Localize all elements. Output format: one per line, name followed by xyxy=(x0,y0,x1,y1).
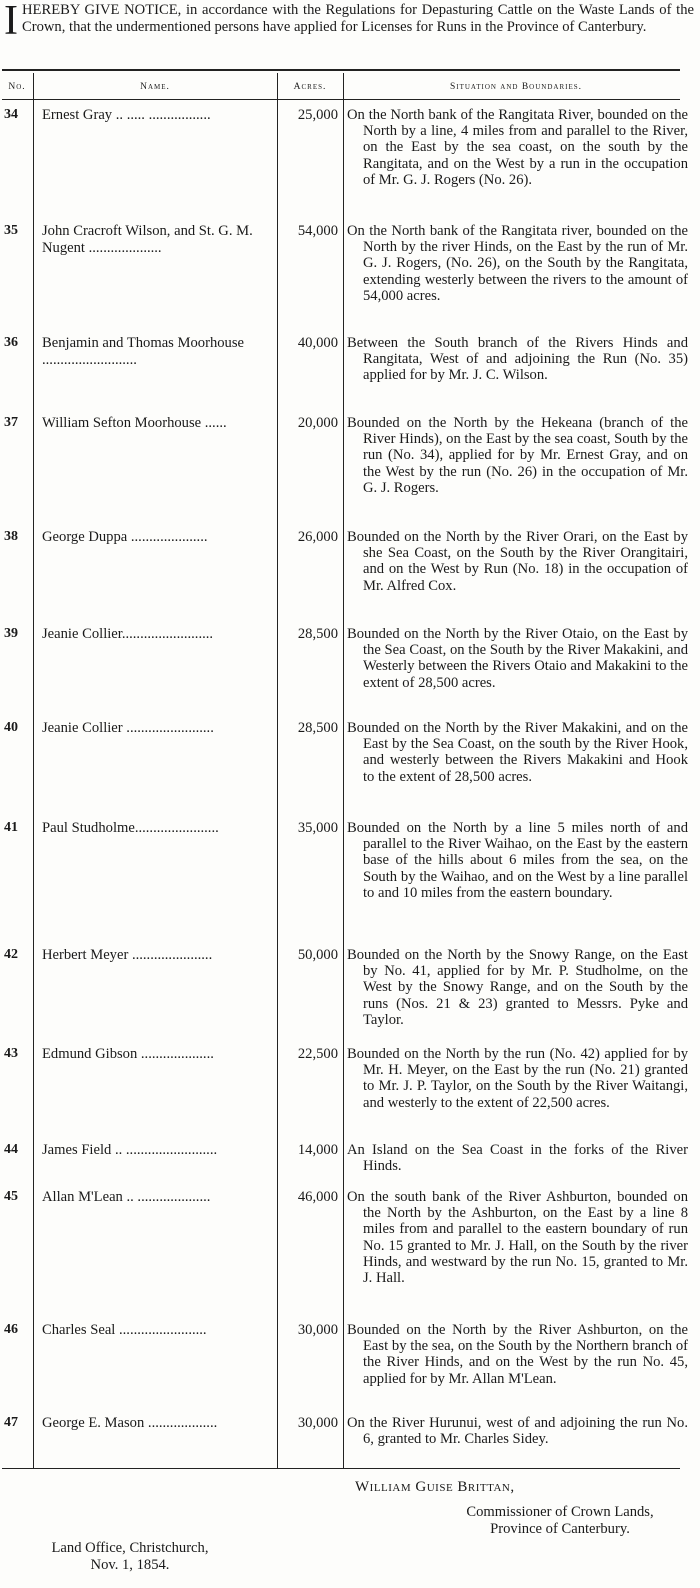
applicant-name: George E. Mason ................... xyxy=(42,1415,218,1431)
situation-text: Bounded on the North by the River Otaio, on the East by the Sea Coast, on the South by the River Makakini, and Westerly between the Rivers Otaio and Makakini to the extent of 28,500 acres. xyxy=(347,626,688,691)
signatory-title xyxy=(445,1504,675,1538)
row-number: 38 xyxy=(4,529,18,544)
column-divider-name xyxy=(277,73,278,1468)
situation-text: Bounded on the North by the Snowy Range, on the East by No. 41, applied for by Mr. P. Studholme, on the West by the Snowy Range, and on the South by the runs (Nos. 21 & 23) granted to Messrs. Pyke and Taylor. xyxy=(347,947,688,1028)
acreage: 30,000 xyxy=(297,1322,338,1338)
situation-text: On the North bank of the Rangitata river, bounded on the North by the river Hinds, on the East by the run of Mr. G. J. Rogers, (No. 26), on the South by the Rangitata, extending westerly between the rivers to the amount of 54,000 acres. xyxy=(347,223,688,304)
situation-text: Bounded on the North by the River Ashburton, on the East by the sea, on the South by the Northern branch of the River Hinds, and on the West by the run No. 45, applied for by Mr. Allan M'Lean. xyxy=(347,1322,688,1387)
situation-text: On the River Hurunui, west of and adjoining the run No. 6, granted to Mr. Charles Sidey. xyxy=(347,1415,688,1448)
office-location: Land Office, Christchurch, xyxy=(51,1540,209,1556)
applicant-name: Allan M'Lean .. .................... xyxy=(42,1189,211,1205)
row-number: 35 xyxy=(4,223,18,238)
row-number: 43 xyxy=(4,1046,18,1061)
applicant-name: Benjamin and Thomas Moorhouse .......................... xyxy=(42,335,244,368)
header-no: No. xyxy=(8,82,26,92)
situation-text: An Island on the Sea Coast in the forks of the River Hinds. xyxy=(347,1142,688,1175)
row-number: 41 xyxy=(4,820,18,835)
header-acres: Acres. xyxy=(293,82,327,92)
acreage: 26,000 xyxy=(297,529,338,545)
applicant-name: Jeanie Collier ........................ xyxy=(42,720,214,736)
header-rule xyxy=(2,99,680,100)
top-rule xyxy=(2,69,680,71)
row-number: 42 xyxy=(4,947,18,962)
notice-text: HEREBY GIVE NOTICE, in accordance with the Regulations for Depasturing Cattle on the Waste Lands of the Crown, that the undermentioned persons have applied for Licenses for Runs in the Province of Canterbury. xyxy=(22,2,694,35)
applicant-name: Paul Studholme....................... xyxy=(42,820,219,836)
applicant-name: James Field .. ......................... xyxy=(42,1142,218,1158)
row-number: 46 xyxy=(4,1322,18,1337)
acreage: 54,000 xyxy=(297,223,338,239)
acreage: 35,000 xyxy=(297,820,338,836)
row-number: 39 xyxy=(4,626,18,641)
acreage: 28,500 xyxy=(297,626,338,642)
row-number: 47 xyxy=(4,1415,18,1430)
header-name: Name. xyxy=(140,82,170,92)
acreage: 22,500 xyxy=(297,1046,338,1062)
notice-paragraph xyxy=(4,0,694,44)
applicant-name: Herbert Meyer ...................... xyxy=(42,947,213,963)
situation-text: Bounded on the North by the River Orari, on the East by she Sea Coast, on the South by the River Orangitairi, and on the West by Run (No. 18) in the occupation of Mr. Alfred Cox. xyxy=(347,529,688,594)
row-number: 34 xyxy=(4,107,18,122)
situation-text: Bounded on the North by the Hekeana (branch of the River Hinds), on the East by the sea coast, South by the run (No. 34), applied for by Mr. Ernest Gray, and on the West by the run (No. 26) in the occupation of Mr. G. J. Rogers. xyxy=(347,415,688,496)
applicant-name: Edmund Gibson .................... xyxy=(42,1046,214,1062)
applicant-name: George Duppa ..................... xyxy=(42,529,208,545)
table-bottom-rule xyxy=(2,1468,680,1469)
acreage: 14,000 xyxy=(297,1142,338,1158)
applicant-name: John Cracroft Wilson, and St. G. M. Nugent .................... xyxy=(42,223,253,256)
office-dateline xyxy=(25,1540,235,1574)
situation-text: Between the South branch of the Rivers Hinds and Rangitata, West of and adjoining the Run (No. 35) applied for by Mr. J. C. Wilson. xyxy=(347,335,688,384)
situation-text: Bounded on the North by the run (No. 42) applied for by Mr. H. Meyer, on the East by the run (No. 21) granted to Mr. J. P. Taylor, on the South by the River Waitangi, and westerly to the extent of 22,500 acres. xyxy=(347,1046,688,1111)
acreage: 20,000 xyxy=(297,415,338,431)
signatory-title-line1: Commissioner of Crown Lands, xyxy=(466,1504,654,1520)
acreage: 25,000 xyxy=(297,107,338,123)
acreage: 28,500 xyxy=(297,720,338,736)
header-situation: Situation and Boundaries. xyxy=(449,82,582,92)
situation-text: On the North bank of the Rangitata River, bounded on the North by a line, 4 miles from and parallel to the River, on the East by the sea coast, on the south by the Rangitata, and on the West by a run in the occupation of Mr. G. J. Rogers (No. 26). xyxy=(347,107,688,188)
acreage: 46,000 xyxy=(297,1189,338,1205)
acreage: 30,000 xyxy=(297,1415,338,1431)
acreage: 40,000 xyxy=(297,335,338,351)
office-date: Nov. 1, 1854. xyxy=(90,1557,170,1573)
applicant-name: Ernest Gray .. ..... ................. xyxy=(42,107,211,123)
column-divider-no xyxy=(33,73,34,1468)
situation-text: On the south bank of the River Ashburton, bounded on the North by the Ashburton, on the East by a line 8 miles from and parallel to the eastern boundary of run No. 15 granted to Mr. J. Hall, on the South by the river Hinds, and westward by the run No. 15, granted to Mr. J. Hall. xyxy=(347,1189,688,1287)
applicant-name: Jeanie Collier......................... xyxy=(42,626,214,642)
drop-cap: I xyxy=(4,0,18,44)
row-number: 36 xyxy=(4,335,18,350)
row-number: 44 xyxy=(4,1142,18,1157)
situation-text: Bounded on the North by the River Makakini, and on the East by the Sea Coast, on the south by the River Hook, and westerly between the Rivers Makakini and Hook to the extent of 28,500 acres. xyxy=(347,720,688,785)
row-number: 37 xyxy=(4,415,18,430)
applicant-name: Charles Seal ........................ xyxy=(42,1322,207,1338)
row-number: 40 xyxy=(4,720,18,735)
signatory-title-line2: Province of Canterbury. xyxy=(490,1521,630,1537)
column-divider-acres xyxy=(343,73,344,1468)
situation-text: Bounded on the North by a line 5 miles north of and parallel to the River Waihao, on the East by the eastern base of the hills about 6 miles from the sea, on the South by the Waihao, and on the West by a line parallel to and 10 miles from the eastern boundary. xyxy=(347,820,688,901)
applicant-name: William Sefton Moorhouse ...... xyxy=(42,415,227,431)
row-number: 45 xyxy=(4,1189,18,1204)
acreage: 50,000 xyxy=(297,947,338,963)
signatory-name: William Guise Brittan, xyxy=(355,1479,515,1495)
